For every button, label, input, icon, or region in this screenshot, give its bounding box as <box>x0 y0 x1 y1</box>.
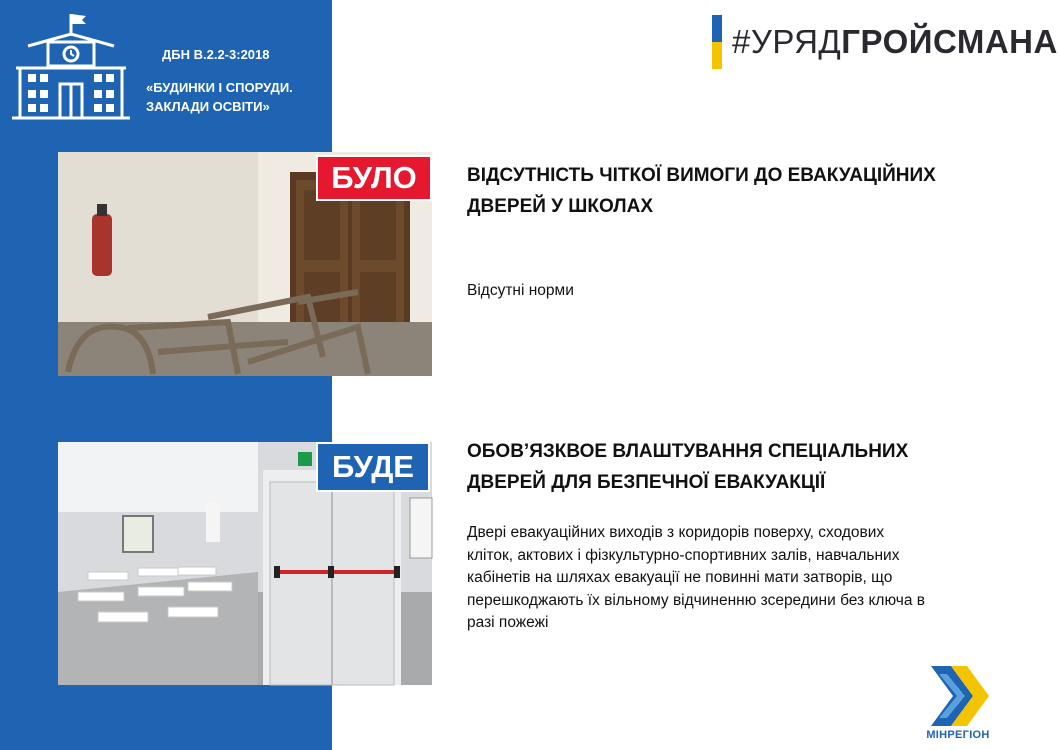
after-text: Двері евакуаційних виходів з коридорів поверху, сходових кліток, актових і фізкультурно-спортивних залів, навчальних кабінетів на шляхах евакуації не повинні мати затворів, що перешкоджають їх вільному відчиненню зсередини без ключа в разі пожежі <box>467 524 925 631</box>
brand-hashtag-name: ГРОЙСМАНА <box>841 23 1058 60</box>
after-stamp: БУДЕ <box>316 442 430 492</box>
standard-title: «БУДИНКИ І СПОРУДИ. ЗАКЛАДИ ОСВІТИ» <box>146 80 293 114</box>
before-stamp: БУЛО <box>316 155 432 201</box>
brand-hashtag-prefix: #УРЯД <box>732 23 842 60</box>
before-text: Відсутні норми <box>467 282 574 299</box>
standard-code: ДБН В.2.2-3:2018 <box>162 47 270 62</box>
before-heading: ВІДСУТНІСТЬ ЧІТКОЇ ВИМОГИ ДО ЕВАКУАЦІЙНИХ ДВЕРЕЙ У ШКОЛАХ <box>467 165 936 217</box>
brand-hashtag <box>712 14 1058 70</box>
ukraine-flag-icon <box>712 15 722 69</box>
ministry-logo-label: МІНРЕГІОН <box>926 729 990 741</box>
school-building-icon <box>10 10 132 122</box>
after-heading: ОБОВ’ЯЗКВОЕ ВЛАШТУВАННЯ СПЕЦІАЛЬНИХ ДВЕРЕЙ ДЛЯ БЕЗПЕЧНОЇ ЕВАКУАКЦІЇ <box>467 441 909 493</box>
